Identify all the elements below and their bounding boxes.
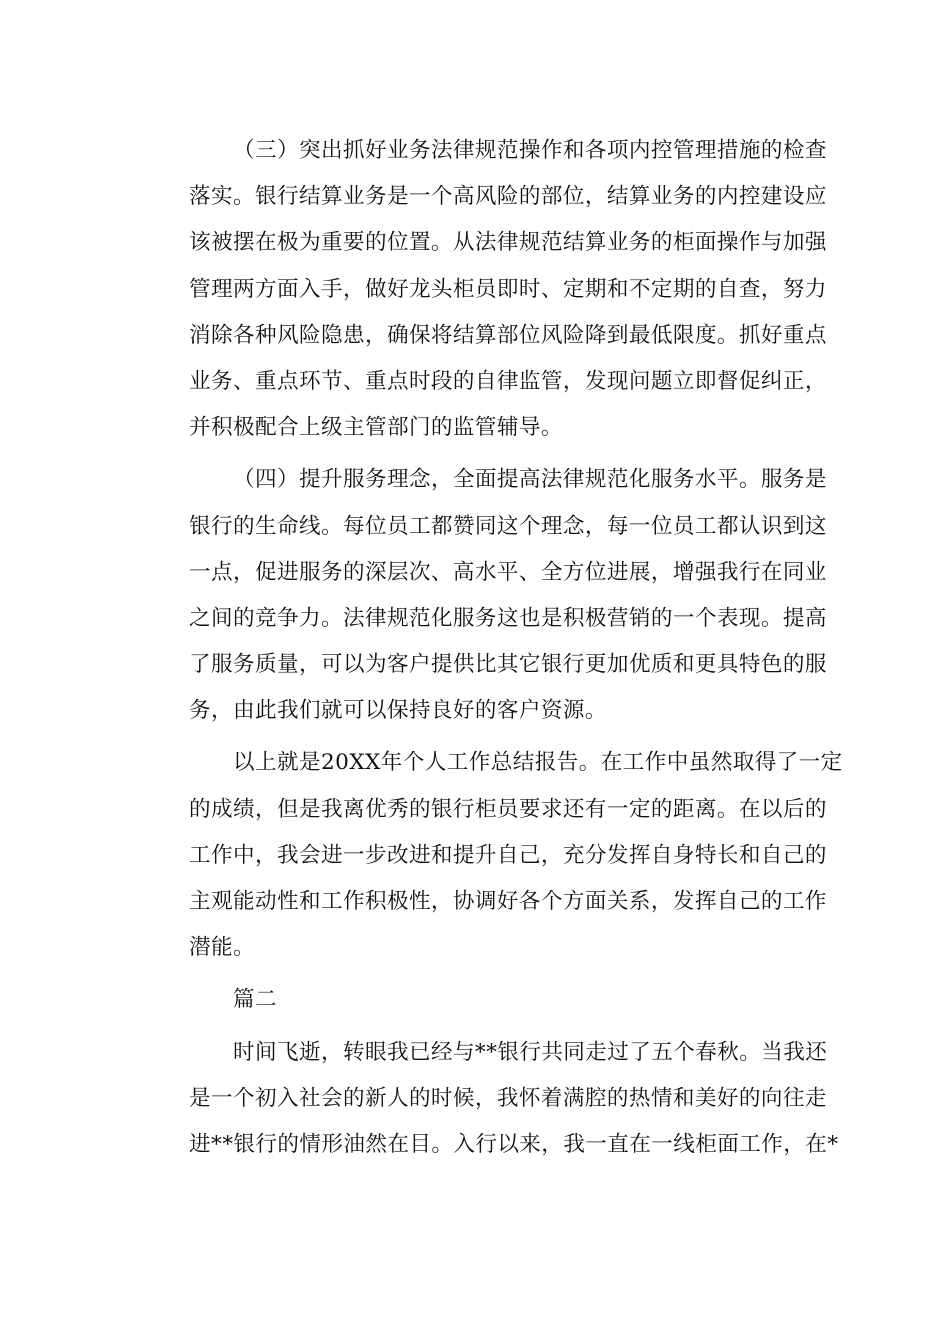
paragraph-part-two-intro	[145, 1030, 839, 1169]
document-body	[145, 128, 843, 1168]
text-line: 了服务质量，可以为客户提供比其它银行更加优质和更具特色的服	[189, 652, 827, 678]
paragraph-3-internal-control	[145, 128, 827, 451]
text-line: 务，由此我们就可以保持良好的客户资源。	[189, 698, 607, 724]
text-line: 的成绩，但是我离优秀的银行柜员要求还有一定的距离。在以后的	[189, 796, 827, 822]
text-line: 工作中，我会进一步改进和提升自己，充分发挥自身特长和自己的	[189, 842, 827, 868]
text-line: 并积极配合上级主管部门的监管辅导。	[189, 415, 563, 441]
text-line: 以上就是20XX年个人工作总结报告。在工作中虽然取得了一定	[233, 750, 843, 776]
paragraph-summary	[145, 740, 843, 971]
text-line: （四）提升服务理念，全面提高法律规范化服务水平。服务是	[233, 467, 827, 493]
text-line: 是一个初入社会的新人的时候，我怀着满腔的热情和美好的向往走	[189, 1085, 827, 1111]
text-line: 进**银行的情形油然在目。入行以来，我一直在一线柜面工作，在*	[189, 1131, 839, 1157]
text-line: 潜能。	[189, 935, 255, 961]
text-line: 时间飞逝，转眼我已经与**银行共同走过了五个春秋。当我还	[233, 1039, 828, 1065]
text-line: 篇二	[233, 987, 277, 1013]
text-line: 之间的竞争力。法律规范化服务这也是积极营销的一个表现。提高	[189, 605, 827, 631]
text-line: 业务、重点环节、重点时段的自律监管，发现问题立即督促纠正，	[189, 368, 827, 394]
text-line: 消除各种风险隐患，确保将结算部位风险降到最低限度。抓好重点	[189, 322, 827, 348]
text-line: 该被摆在极为重要的位置。从法律规范结算业务的柜面操作与加强	[189, 230, 827, 256]
text-line: 管理两方面入手，做好龙头柜员即时、定期和不定期的自查，努力	[189, 276, 827, 302]
text-line: 落实。银行结算业务是一个高风险的部位，结算业务的内控建设应	[189, 184, 827, 210]
text-line: 一点，促进服务的深层次、高水平、全方位进展，增强我行在同业	[189, 559, 827, 585]
section-heading-part-two	[145, 977, 805, 1023]
text-line: 主观能动性和工作积极性，协调好各个方面关系，发挥自己的工作	[189, 889, 827, 914]
text-line: 银行的生命线。每位员工都赞同这个理念，每一位员工都认识到这	[189, 513, 827, 539]
paragraph-4-service	[145, 457, 827, 734]
text-line: （三）突出抓好业务法律规范操作和各项内控管理措施的检查	[233, 138, 827, 163]
